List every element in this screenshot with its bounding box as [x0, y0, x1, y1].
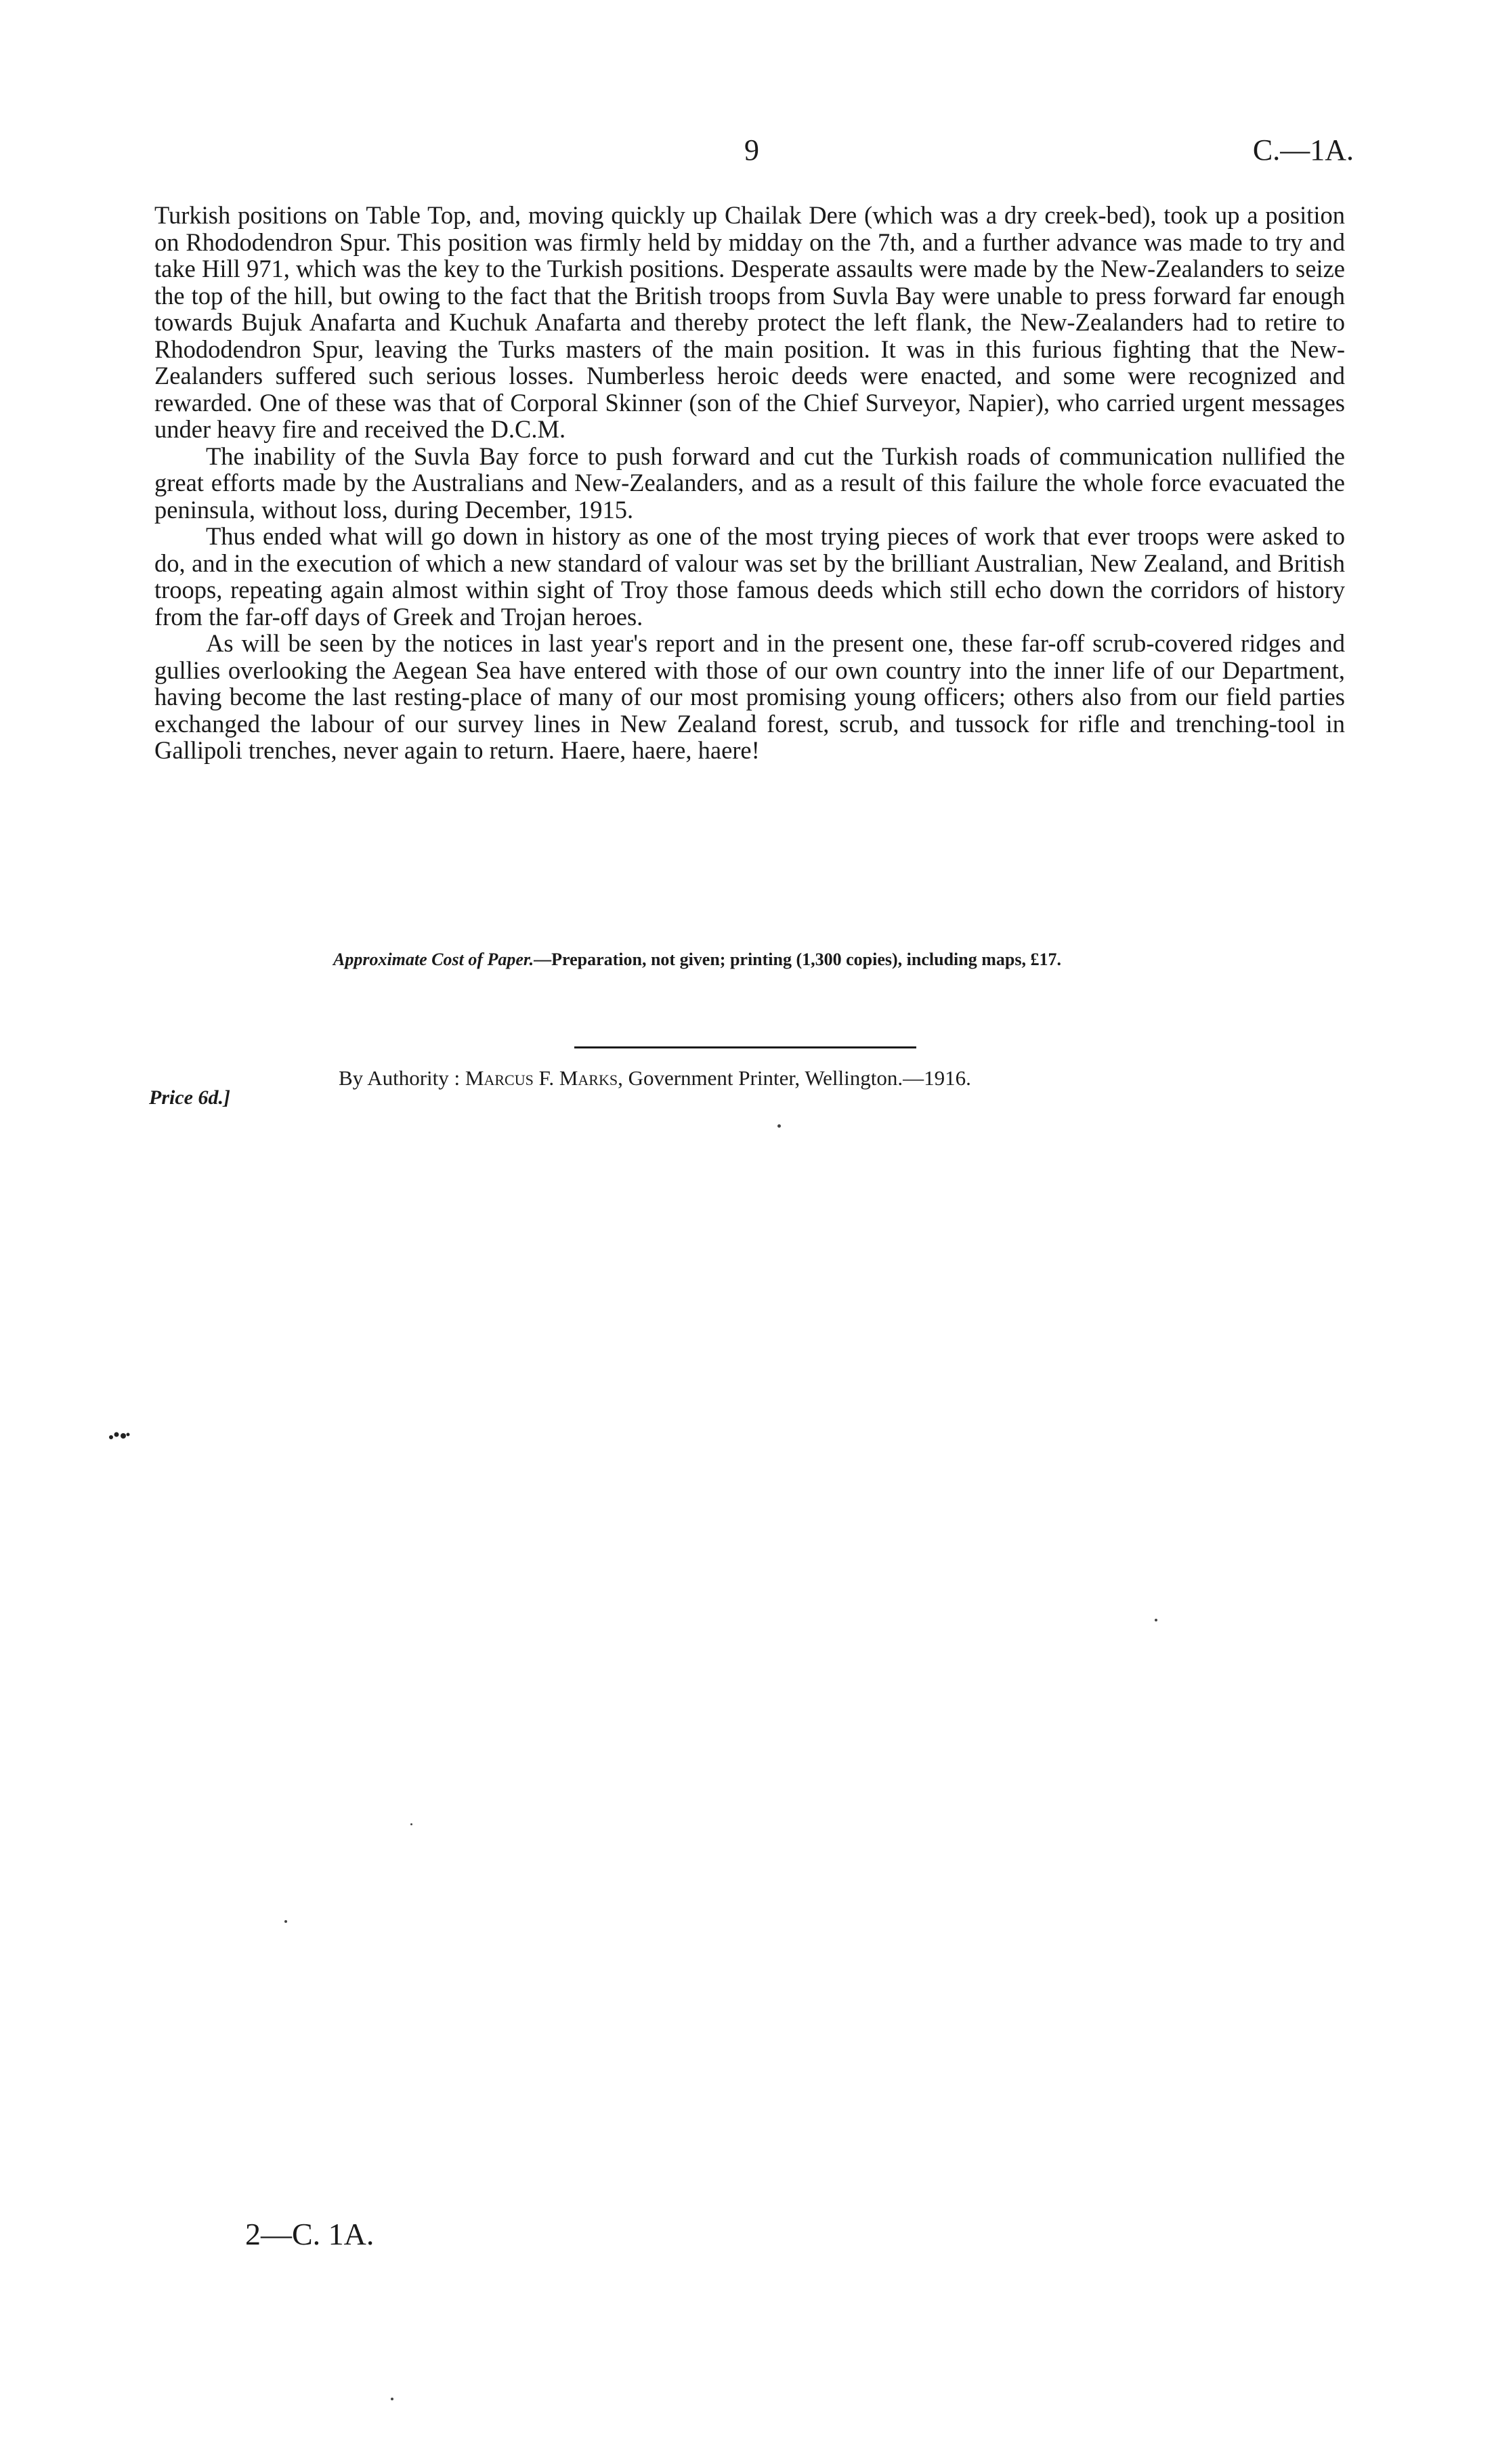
divider-rule	[574, 1046, 916, 1048]
scan-speck	[1155, 1619, 1157, 1621]
paragraph: Thus ended what will go down in history as one of the most trying pieces of work that ever troops were asked to do, and in the execution of which a new standard of valour was set by the brilliant Australian, New Zealand, and British troops, repeating again almost within sight of Troy those famous deeds which still echo down the corridors of history from the far-off days of Greek and Trojan heroes.	[154, 522, 1345, 631]
scan-speck	[391, 2398, 393, 2400]
scan-speck	[284, 1920, 287, 1923]
price-note: Price 6d.]	[149, 1086, 230, 1109]
scan-speck	[777, 1124, 781, 1128]
imprint-suffix: , Government Printer, Wellington.—1916.	[618, 1066, 971, 1090]
ink-blot	[106, 1429, 133, 1443]
paragraph: The inability of the Suvla Bay force to push forward and cut the Turkish roads of communication nullified the great efforts made by the Australians and New-Zealanders, and as a result of this failure the whole force evacuated the peninsula, without loss, during December, 1915.	[154, 442, 1345, 524]
cost-note-lead: Approximate Cost of Paper.	[333, 950, 534, 969]
imprint	[339, 1066, 971, 1090]
paragraph: As will be seen by the notices in last year's report and in the present one, these far-off scrub-covered ridges and gullies overlooking the Aegean Sea have entered with those of our own country into the inner life of our Department, having become the last resting-place of many of our most promising young officers; others also from our field parties exchanged the labour of our survey lines in New Zealand forest, scrub, and tussock for rifle and trenching-tool in Gallipoli trenches, never again to return. Haere, haere, haere!	[154, 629, 1345, 764]
cost-note-text: —Preparation, not given; printing (1,300 copies), including maps, £17.	[534, 950, 1061, 969]
cost-note	[333, 950, 1207, 970]
printer-name: Marcus F. Marks	[465, 1066, 618, 1090]
scan-speck	[410, 1823, 412, 1825]
imprint-prefix: By Authority :	[339, 1066, 461, 1090]
paragraph: Turkish positions on Table Top, and, moving quickly up Chailak Dere (which was a dry creek-bed), took up a position on Rhododendron Spur. This position was firmly held by midday on the 7th, and a further advance was made to try and take Hill 971, which was the key to the Turkish positions. Desperate assaults were made by the New-Zealanders to seize the top of the hill, but owing to the fact that the British troops from Suvla Bay were unable to press forward far enough towards Bujuk Anafarta and Kuchuk Anafarta and thereby protect the left flank, the New-Zealanders had to retire to Rhododendron Spur, leaving the Turks masters of the main position. It was in this furious fighting that the New-Zealanders suffered such serious losses. Numberless heroic deeds were enacted, and some were recognized and rewarded. One of these was that of Corporal Skinner (son of the Chief Surveyor, Napier), who carried urgent messages under heavy fire and received the D.C.M.	[154, 201, 1345, 443]
body-text	[154, 202, 1345, 764]
signature-mark: 2—C. 1A.	[245, 2217, 375, 2251]
page-number: 9	[744, 133, 759, 167]
document-code: C.—1A.	[1252, 133, 1354, 167]
